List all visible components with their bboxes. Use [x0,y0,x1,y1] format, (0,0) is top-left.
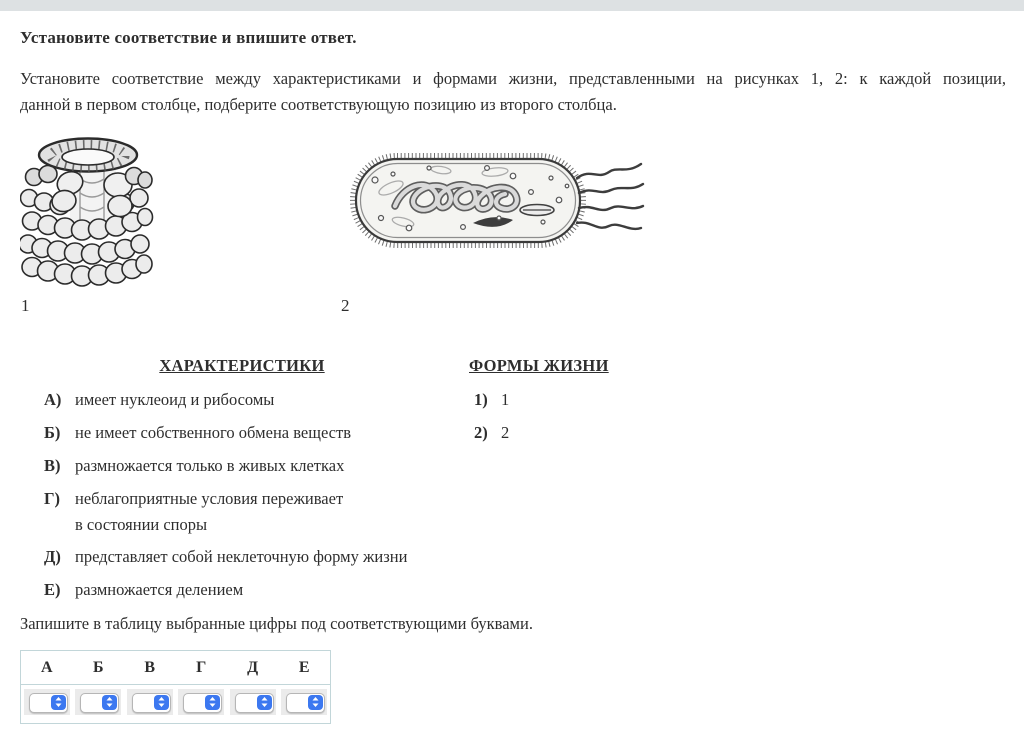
answer-column-header-e: Е [278,651,330,685]
answer-select-d[interactable] [230,689,276,715]
top-bar [0,0,1024,11]
answer-select-g[interactable] [178,689,224,715]
select-stepper-icon [308,695,323,710]
virus-capsid-image [20,127,154,291]
item-text: представляет собой неклеточную форму жизни [75,547,408,566]
bacterium-image [345,148,645,253]
figure-2-label: 2 [341,296,350,315]
characteristic-item-d [44,547,464,567]
answer-table [20,650,331,724]
option-value: 2 [501,423,510,442]
instruction-line-1: Установите соответствие между характеристиками и формами жизни, представленными на рисунках 1, 2: к каждой позиции, [20,69,1006,88]
item-text: не имеет собственного обмена веществ [75,423,352,442]
select-stepper-icon [154,695,169,710]
select-stepper-icon [205,695,220,710]
item-text: неблагоприятные условия переживает [75,489,344,508]
item-text: имеет нуклеоид и рибосомы [75,390,275,409]
select-stepper-icon [257,695,272,710]
characteristic-item-b [44,423,464,443]
item-letter: Д) [44,547,61,566]
item-text-line-2: в состоянии споры [75,515,208,534]
answer-select-b[interactable] [75,689,121,715]
answer-select-v[interactable] [127,689,173,715]
question-instruction [20,66,1006,118]
answer-column-header-v: В [124,651,175,685]
virus-capsid-illustration [20,127,154,291]
select-stepper-icon [102,695,117,710]
select-stepper-icon [51,695,66,710]
life-form-option-1 [474,390,509,410]
characteristic-item-e [44,580,464,600]
item-letter: Г) [44,489,60,508]
answer-column-header-a: А [21,651,73,685]
answer-select-e[interactable] [281,689,327,715]
option-value: 1 [501,390,510,409]
answer-select-a[interactable] [24,689,70,715]
figure-1-label: 1 [21,296,30,315]
item-letter: А) [44,390,62,409]
characteristic-item-v [44,456,464,476]
bacterium-illustration [345,148,645,253]
option-number: 1) [474,390,488,409]
answer-column-header-d: Д [227,651,278,685]
life-forms-header: ФОРМЫ ЖИЗНИ [469,356,609,375]
life-form-option-2 [474,423,509,443]
item-letter: В) [44,456,61,475]
instruction-line-2: данной в первом столбце, подберите соответствующую позицию из второго столбца. [20,95,617,114]
item-text: размножается только в живых клетках [75,456,345,475]
characteristics-header: ХАРАКТЕРИСТИКИ [159,356,325,375]
answer-column-header-b: Б [73,651,124,685]
answer-table-header-row [21,651,331,685]
answer-instruction: Запишите в таблицу выбранные цифры под соответствующими буквами. [20,614,533,633]
characteristic-item-g [44,489,464,535]
characteristic-item-a [44,390,464,410]
answer-column-header-g: Г [175,651,226,685]
answer-table-input-row [21,685,331,724]
item-letter: Е) [44,580,61,599]
item-letter: Б) [44,423,61,442]
question-title: Установите соответствие и впишите ответ. [20,28,357,47]
item-text: размножается делением [75,580,244,599]
option-number: 2) [474,423,488,442]
